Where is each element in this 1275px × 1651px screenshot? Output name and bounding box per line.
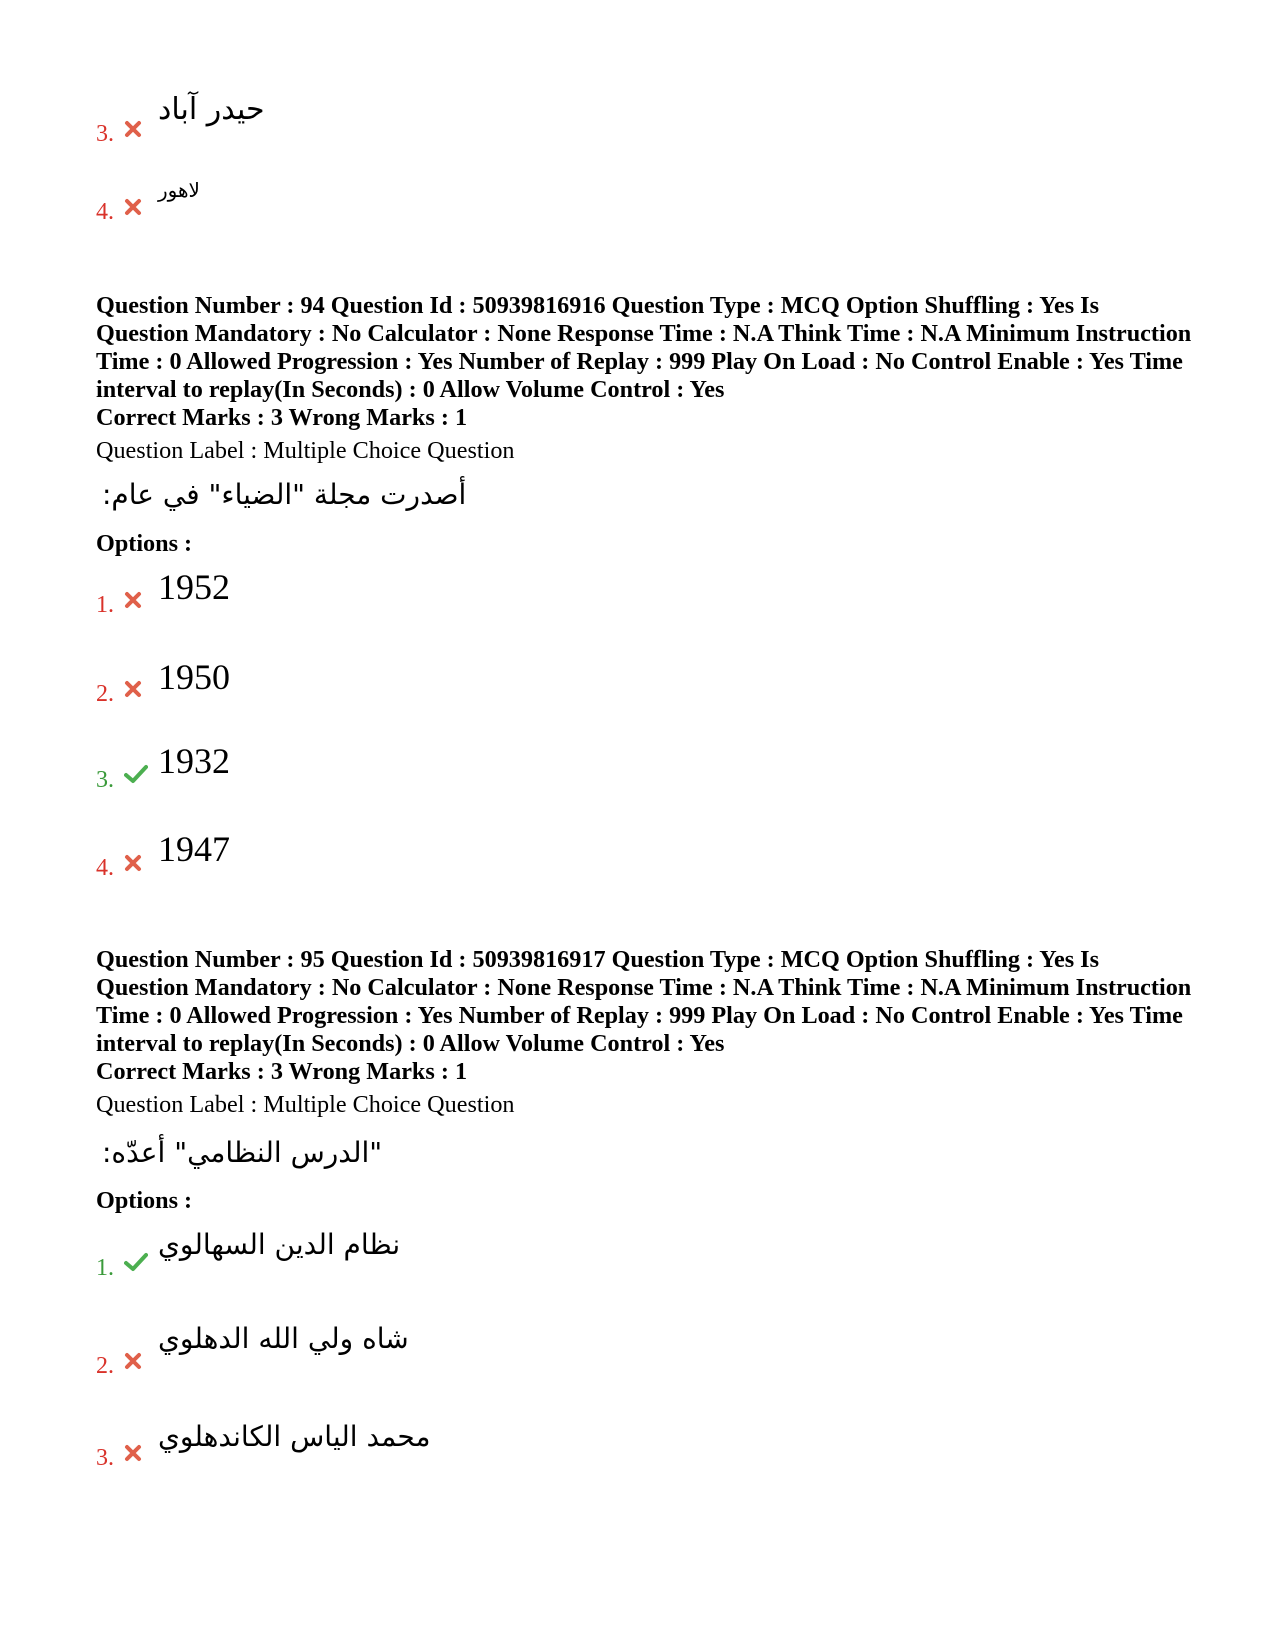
cross-icon [124,680,142,698]
option-text: محمد الياس الكاندهلوي [158,1420,431,1453]
cross-icon [124,198,142,216]
option-text: 1952 [158,567,230,607]
option-number: 4. [96,199,114,225]
option-row [96,1420,796,1480]
check-icon [124,764,148,784]
question-meta: Question Number : 94 Question Id : 50939816916 Question Type : MCQ Option Shuffling : Yes Is Question Mandatory : No Calculator : None Response Time : N.A Think Time : N.A Minimum Instruction Time : 0 Allowed Progression : Yes Number of Replay : 999 Play On Load : No Control Enable : Yes Time interval to replay(In Seconds) : 0 Allow Volume Control : Yes [96,292,1192,403]
option-text: 1950 [158,657,230,697]
option-row [96,566,796,626]
question-meta: Question Number : 95 Question Id : 50939816917 Question Type : MCQ Option Shuffling : Yes Is Question Mandatory : No Calculator : None Response Time : N.A Think Time : N.A Minimum Instruction Time : 0 Allowed Progression : Yes Number of Replay : 999 Play On Load : No Control Enable : Yes Time interval to replay(In Seconds) : 0 Allow Volume Control : Yes [96,946,1192,1057]
cross-icon [124,120,142,138]
question-marks: Correct Marks : 3 Wrong Marks : 1 [96,1058,468,1085]
cross-icon [124,591,142,609]
option-text: شاه ولي الله الدهلوي [158,1322,409,1355]
question-label: Question Label : Multiple Choice Question [96,1091,515,1118]
option-row [96,1228,796,1288]
option-row [96,828,796,888]
option-number: 2. [96,681,114,707]
option-text: حيدر آباد [158,92,265,127]
option-row [96,1322,796,1382]
check-icon [124,1252,148,1272]
option-number: 1. [96,592,114,618]
question-label: Question Label : Multiple Choice Question [96,437,515,464]
option-number: 1. [96,1255,114,1281]
options-label: Options : [96,530,193,557]
cross-icon [124,854,142,872]
option-number: 4. [96,855,114,881]
option-row [96,172,796,232]
options-label: Options : [96,1187,193,1214]
option-text: 1947 [158,829,230,869]
cross-icon [124,1444,142,1462]
question-text: أصدرت مجلة "الضياء" في عام: [102,478,467,511]
option-row [96,740,796,800]
option-number: 3. [96,767,114,793]
option-number: 3. [96,121,114,147]
option-text: نظام الدين السهالوي [158,1228,401,1261]
option-row [96,656,796,716]
cross-icon [124,1352,142,1370]
option-number: 2. [96,1353,114,1379]
option-text: 1932 [158,741,230,781]
option-text: لاهور [158,178,200,202]
question-marks: Correct Marks : 3 Wrong Marks : 1 [96,404,468,431]
option-row [96,92,796,152]
question-text: "الدرس النظامي" أعدّه: [102,1136,383,1169]
option-number: 3. [96,1445,114,1471]
